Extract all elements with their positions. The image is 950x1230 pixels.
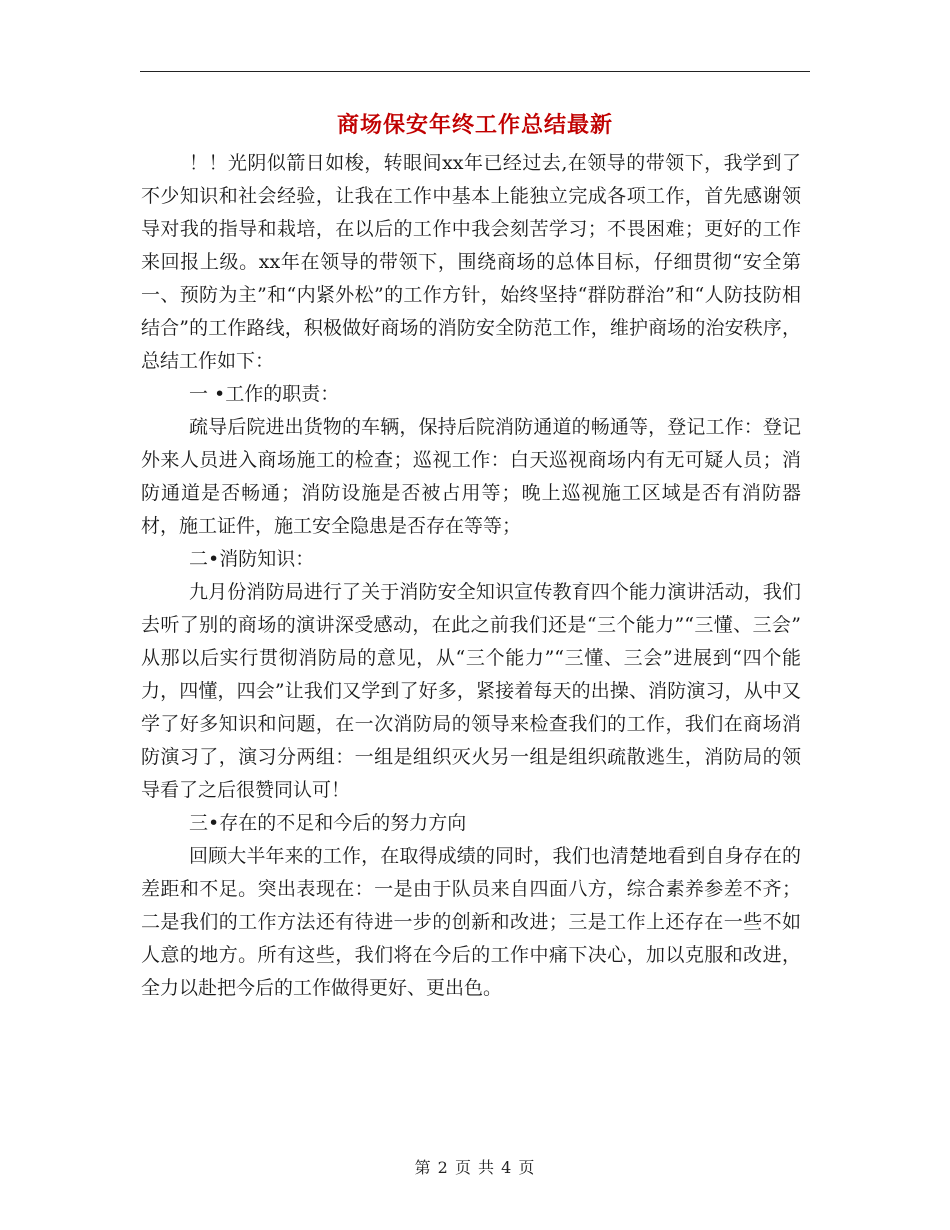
- page-number: 第 2 页 共 4 页: [414, 1158, 536, 1177]
- document-title: 商场保安年终工作总结最新: [336, 113, 613, 138]
- section-heading-duties: 一 •工作的职责：: [189, 383, 340, 405]
- paragraph-intro: ！！光阴似箭日如梭，转眼间xx年已经过去,在领导的带领下，我学到了不少知识和社会经验，让我在工作中基本上能独立完成各项工作，首先感谢领导对我的指导和栽培，在以后的工作中我会刻苦学习；不畏困难；更好的工作来回报上级。xx年在领导的带领下，围绕商场的总体目标，仔细贯彻“安全第一、预防为主”和“内紧外松”的工作方针，始终坚持“群防群治”和“人防技防相结合”的工作路线，积极做好商场的消防安全防范工作，维护商场的治安秩序，总结工作如下：: [141, 152, 801, 372]
- section-heading-shortcomings: 三•存在的不足和今后的努力方向: [189, 812, 467, 834]
- document-body: [141, 147, 801, 1005]
- section-heading-fire-knowledge: 二•消防知识：: [189, 548, 315, 570]
- paragraph-fire-knowledge: 九月份消防局进行了关于消防安全知识宣传教育四个能力演讲活动，我们去听了别的商场的演讲深受感动，在此之前我们还是“三个能力”“三懂、三会” 从那以后实行贯彻消防局的意见，从“三个能力”“三懂、三会”进展到“四个能力，四懂，四会”让我们又学到了好多，紧接着每天的出操、消防演习，从中又学了好多知识和问题，在一次消防局的领导来检查我们的工作，我们在商场消防演习了，演习分两组：一组是组织灭火另一组是组织疏散逃生，消防局的领导看了之后很赞同认可！: [141, 581, 801, 801]
- paragraph-duties: 疏导后院进出货物的车辆，保持后院消防通道的畅通等，登记工作：登记外来人员进入商场施工的检查；巡视工作：白天巡视商场内有无可疑人员；消防通道是否畅通；消防设施是否被占用等；晚上巡视施工区域是否有消防器材，施工证件，施工安全隐患是否存在等等；: [141, 416, 801, 537]
- paragraph-shortcomings: 回顾大半年来的工作，在取得成绩的同时，我们也清楚地看到自身存在的差距和不足。突出表现在：一是由于队员来自四面八方，综合素养参差不齐；二是我们的工作方法还有待进一步的创新和改进；三是工作上还存在一些不如人意的地方。所有这些，我们将在今后的工作中痛下决心，加以克服和改进，全力以赴把今后的工作做得更好、更出色。: [141, 845, 801, 999]
- header-rule: [140, 71, 810, 72]
